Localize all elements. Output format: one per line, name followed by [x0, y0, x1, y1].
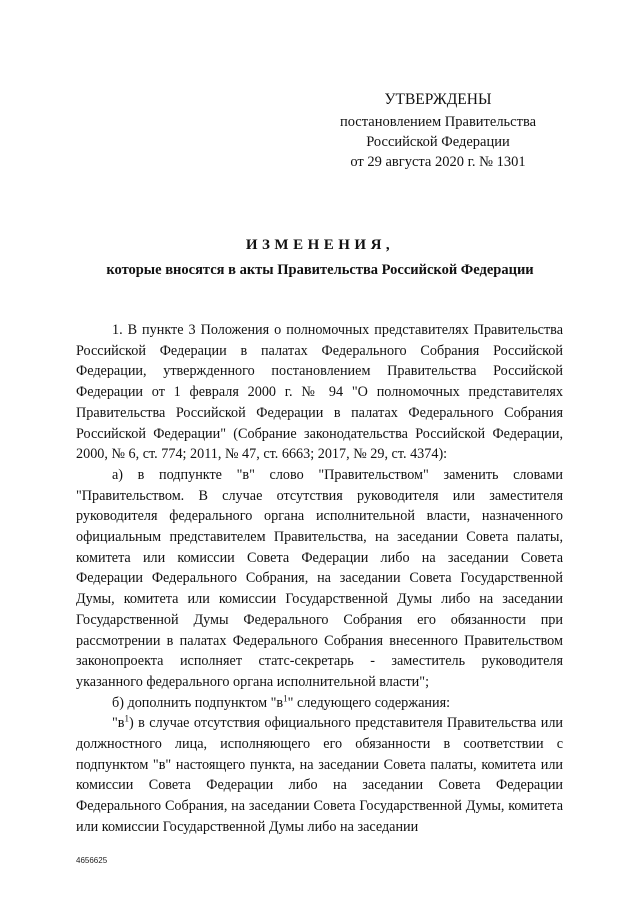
paragraph-v1-superscript: 1	[124, 713, 129, 724]
paragraph-v1-text-start: "в	[112, 715, 125, 732]
footer-doc-number: 4656625	[76, 856, 108, 865]
paragraph-b-text-end: " следующего содержания:	[287, 694, 451, 711]
document-body	[76, 320, 563, 838]
paragraph-b	[76, 693, 563, 714]
approval-line-2: Российской Федерации	[366, 134, 510, 150]
paragraph-v1	[76, 713, 563, 837]
paragraph-a: а) в подпункте "в" слово "Правительством" заменить словами "Правительством. В случае отсутствия руководителя или заместителя руководителя федерального органа исполнительной власти, назначенного официальным представителем Правительства, на заседании Совета палаты, комитета или комиссии Совета Федерации либо на заседании Совета Федерации Федерального Собрания, на заседании Совета Государственной Думы, комитета или комиссии Государственной Думы либо на заседании Государственной Думы Федерального Собрания его обязанности при рассмотрении в палатах Федерального Собрания внесенного Правительством законопроекта исполняет статс-секретарь - заместитель руководителя указанного федерального органа исполнительной власти";	[76, 466, 563, 690]
paragraph-v1-text-end: ) в случае отсутствия официального представителя Правительства или должностного лица, исполняющего его обязанности в соответствии с подпунктом "в" настоящего пункта, на заседании Совета палаты, комитета или комиссии Совета Федерации либо на заседании Совета Федерации Федерального Собрания, на заседании Совета Государственной Думы, комитета или комиссии Государственной Думы либо на заседании	[76, 715, 563, 835]
approval-line-1: постановлением Правительства	[339, 114, 537, 130]
paragraph-b-text-start: б) дополнить подпунктом "в	[112, 694, 284, 711]
document-subtitle: которые вносятся в акты Правительства Российской Федерации	[106, 262, 534, 278]
paragraph-b-superscript: 1	[283, 692, 288, 703]
approval-block	[320, 90, 556, 172]
document-title: ИЗМЕНЕНИЯ,	[245, 237, 395, 253]
approval-line-3: от 29 августа 2020 г. № 1301	[350, 154, 526, 170]
paragraph-1: 1. В пункте 3 Положения о полномочных представителях Правительства Российской Федерации в палатах Федерального Собрания Российской Федерации, утвержденного постановлением Правительства Российской Федерации от 1 февраля 2000 г. № 94 "О полномочных представителях Правительства Российской Федерации в палатах Федерального Собрания Российской Федерации" (Собрание законодательства Российской Федерации, 2000, № 6, ст. 774; 2011, № 47, ст. 6663; 2017, № 29, ст. 4374):	[76, 322, 563, 463]
approval-heading: УТВЕРЖДЕНЫ	[384, 91, 492, 108]
